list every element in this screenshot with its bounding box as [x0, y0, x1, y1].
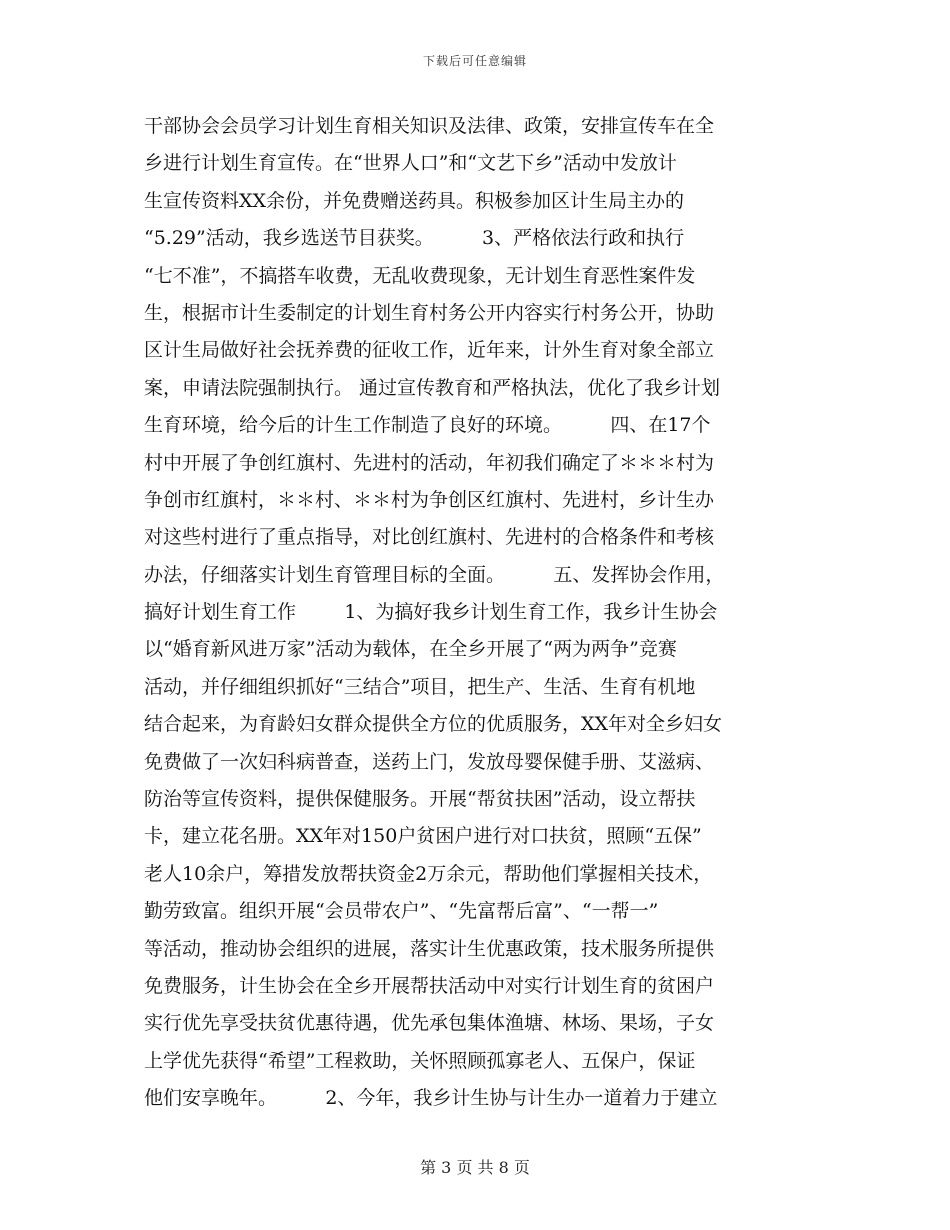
text-line: 防治等宣传资料，提供保健服务。开展“帮贫扶困”活动，设立帮扶	[144, 788, 696, 811]
text-line: 干部协会会员学习计划生育相关知识及法律、政策，安排宣传车在全	[144, 115, 715, 137]
text-line: 生育环境，给今后的计生工作制造了良好的环境。 四、在17个	[144, 414, 711, 437]
text-line: 搞好计划生育工作 1、为搞好我乡计划生育工作，我乡计生协会	[144, 601, 718, 624]
text-line: 生，根据市计生委制定的计划生育村务公开内容实行村务公开，协助	[144, 301, 715, 324]
text-line: 老人10余户，筹措发放帮扶资金2万余元，帮助他们掌握相关技术，	[144, 862, 713, 885]
body-text	[144, 108, 804, 1118]
text-line: 以“婚育新风进万家”活动为载体，在全乡开展了“两为两争”竞赛	[144, 638, 677, 661]
text-line: 生宣传资料XX余份，并免费赠送药具。积极参加区计生局主办的	[144, 189, 685, 212]
text-line: 乡进行计划生育宣传。在“世界人口”和“文艺下乡”活动中发放计	[144, 152, 677, 175]
text-line: 他们安享晚年。 2、今年，我乡计生协与计生办一道着力于建立	[144, 1087, 718, 1110]
text-line: 案，申请法院强制执行。 通过宣传教育和严格执法，优化了我乡计划	[144, 376, 721, 399]
text-line: 卡，建立花名册。XX年对150户贫困户进行对口扶贫，照顾“五保”	[144, 825, 702, 848]
page-header: 下载后可任意编辑	[422, 54, 527, 68]
text-line: 实行优先享受扶贫优惠待遇，优先承包集体渔塘、林场、果场，子女	[144, 1012, 715, 1035]
text-line: 对这些村进行了重点指导，对比创红旗村、先进村的合格条件和考核	[144, 526, 715, 549]
text-line: 区计生局做好社会抚养费的征收工作，近年来，计外生育对象全部立	[144, 339, 715, 362]
text-line: 上学优先获得“希望”工程救助，关怀照顾孤寡老人、五保户，保证	[144, 1049, 696, 1072]
text-line: 免费服务，计生协会在全乡开展帮扶活动中对实行计划生育的贫困户	[144, 974, 715, 997]
text-line: 勤劳致富。组织开展“会员带农户”、“先富帮后富”、“一帮一”	[144, 900, 659, 923]
text-line: 等活动，推动协会组织的进展，落实计生优惠政策，技术服务所提供	[144, 937, 715, 960]
text-line: 结合起来，为育龄妇女群众提供全方位的优质服务，XX年对全乡妇女	[144, 713, 723, 736]
text-line: 办法，仔细落实计划生育管理目标的全面。 五、发挥协会作用，	[144, 563, 725, 586]
text-line: “5.29”活动，我乡选送节目获奖。 3、严格依法行政和执行	[144, 227, 685, 250]
text-line: 争创市红旗村，＊＊村、＊＊村为争创区红旗村、先进村，乡计生办	[144, 488, 715, 511]
page-footer: 第 3 页 共 8 页	[420, 1158, 530, 1177]
text-line: 活动，并仔细组织抓好“三结合”项目，把生产、生活、生育有机地	[144, 675, 696, 698]
text-line: 村中开展了争创红旗村、先进村的活动，年初我们确定了＊＊＊村为	[144, 451, 715, 474]
text-line: 免费做了一次妇科病普查，送药上门，发放母婴保健手册、艾滋病、	[144, 750, 715, 773]
text-line: “七不准”，不搞搭车收费，无乱收费现象，无计划生育恶性案件发	[144, 264, 696, 287]
